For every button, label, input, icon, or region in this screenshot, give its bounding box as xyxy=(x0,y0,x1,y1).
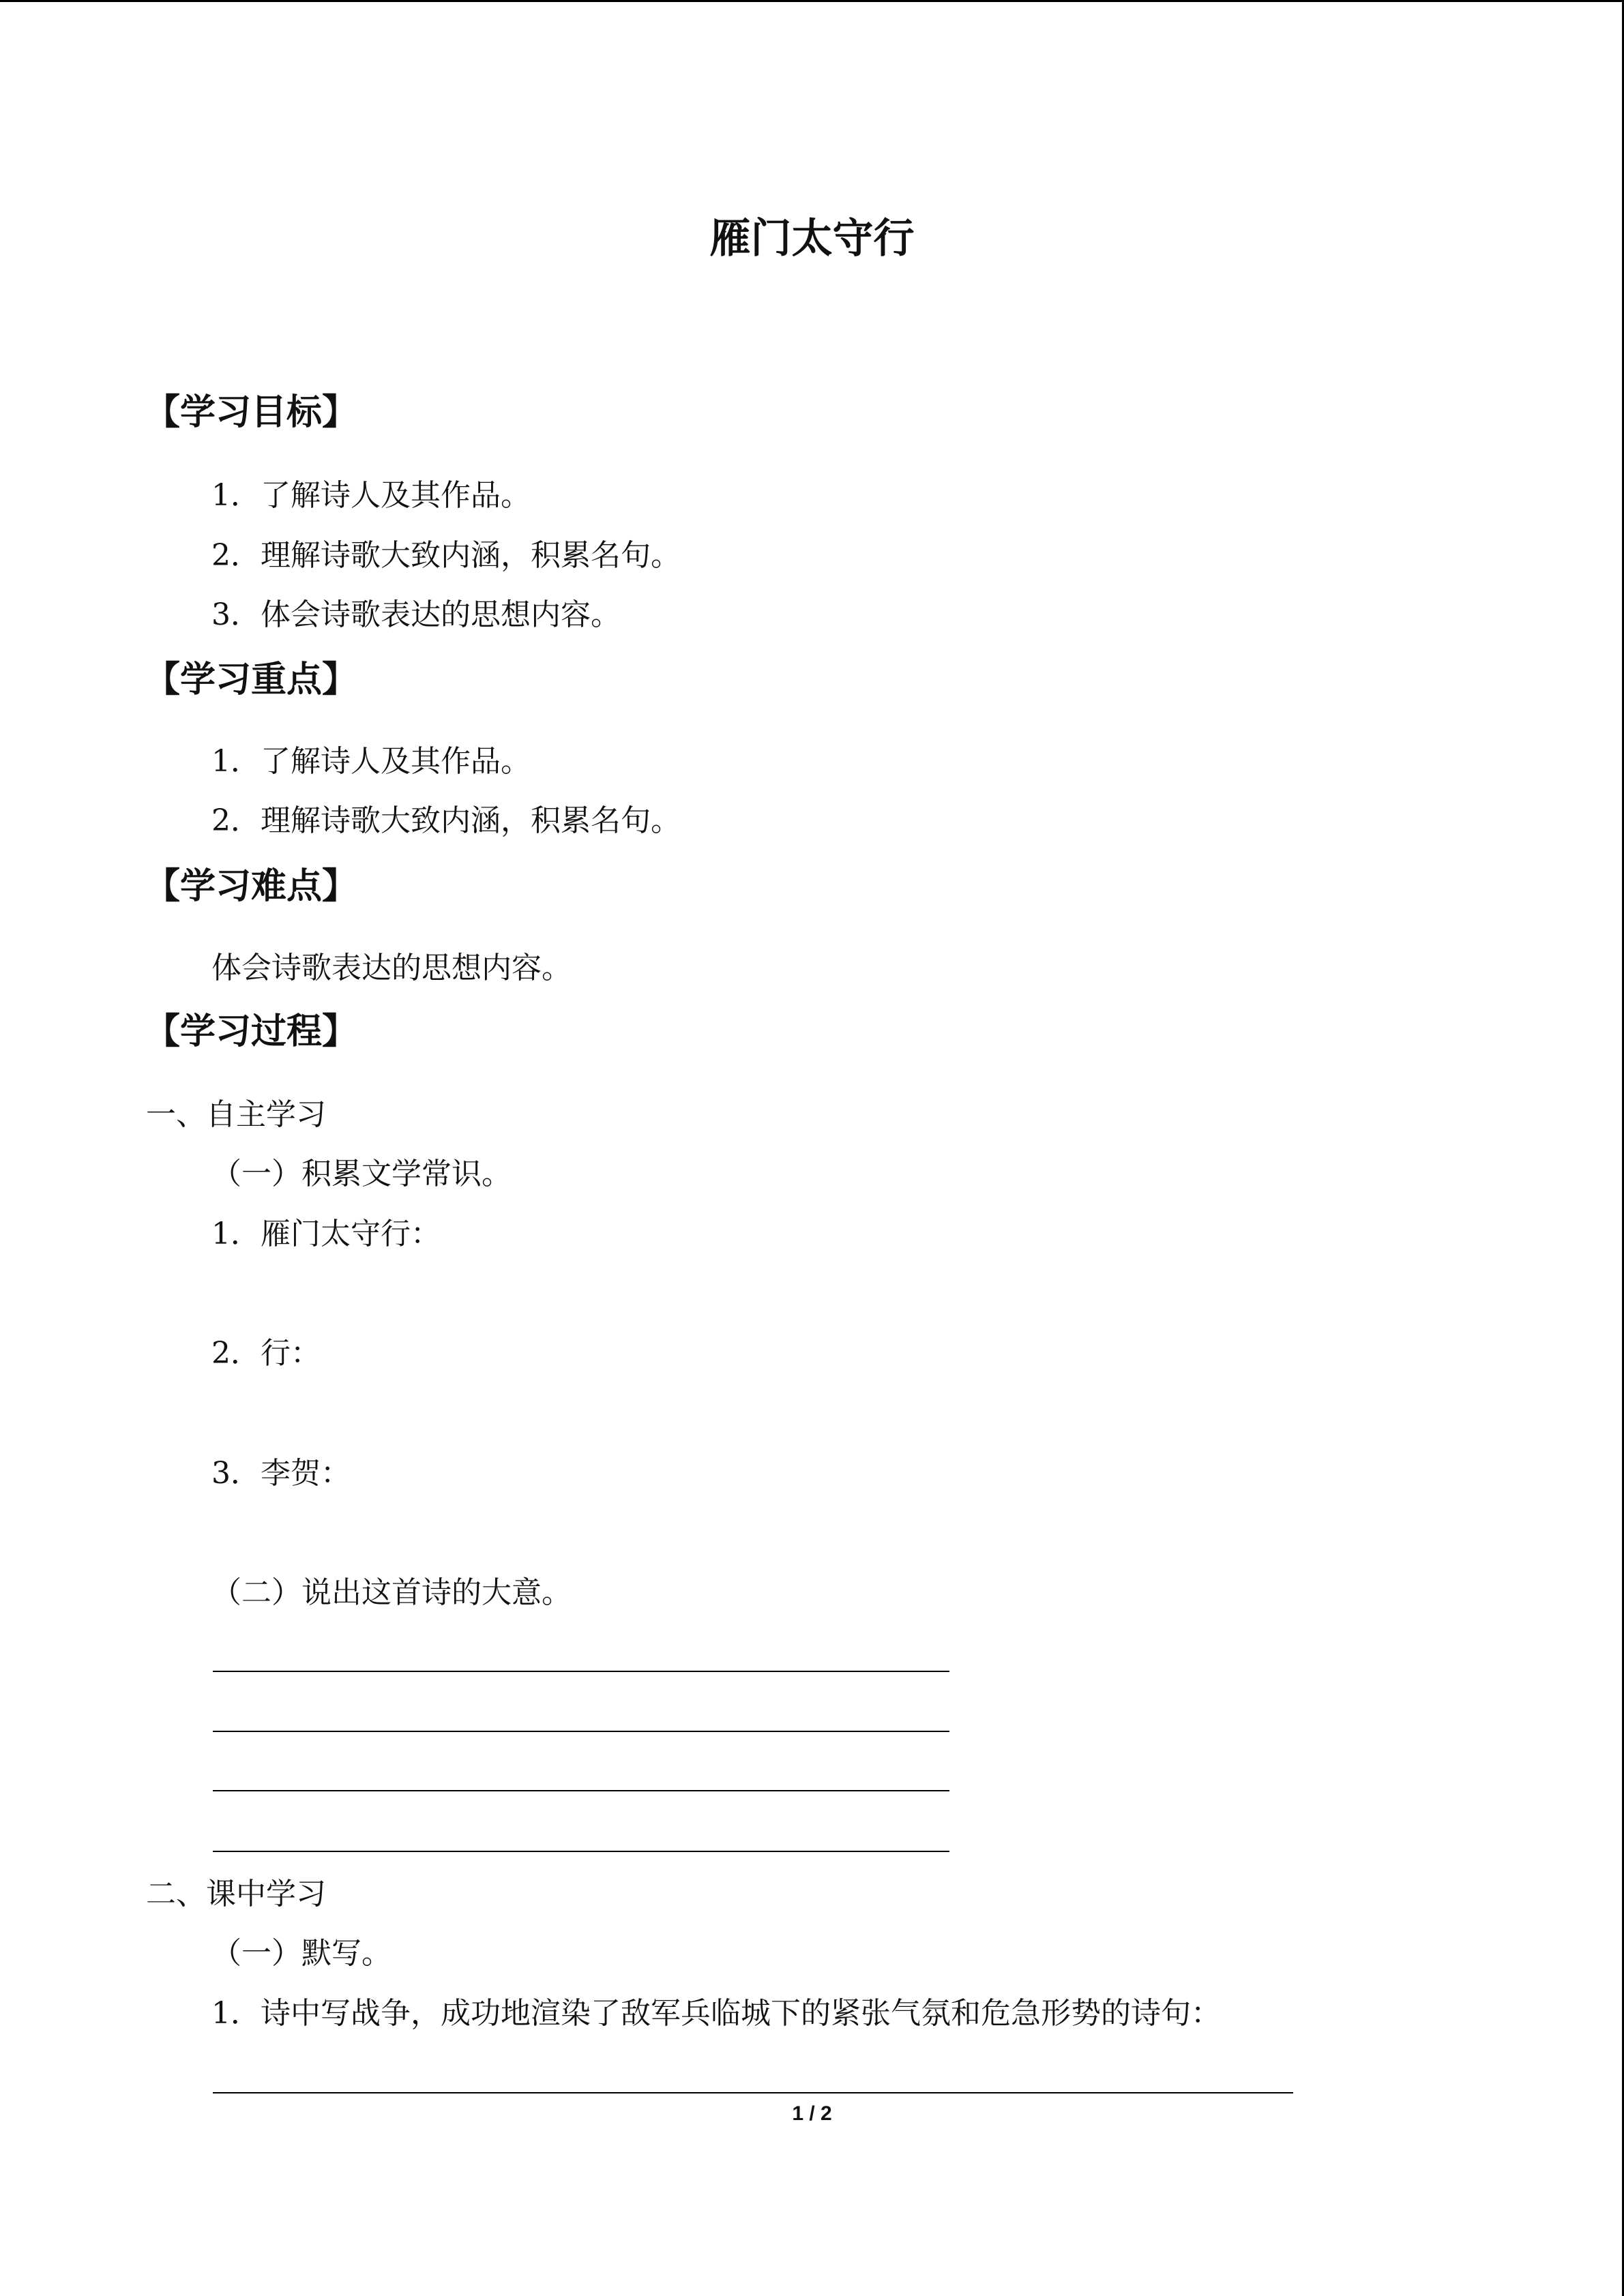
question-item: 1．雁门太守行： xyxy=(211,1217,441,1251)
top-border xyxy=(0,0,1624,2)
section-title-in-class: 二、课中学习 xyxy=(146,1877,326,1911)
answer-line xyxy=(213,1671,949,1672)
page-title: 雁门太守行 xyxy=(709,215,915,263)
answer-line xyxy=(213,2092,1293,2093)
answer-line xyxy=(213,1790,949,1791)
question-item: 2．行： xyxy=(211,1336,321,1371)
answer-line xyxy=(213,1731,949,1732)
page-number: 1 / 2 xyxy=(792,2102,832,2125)
key-point-item: 2．理解诗歌大致内涵，积累名句。 xyxy=(211,803,681,838)
subsection-dictation: （一）默写。 xyxy=(211,1936,392,1971)
objective-item: 2．理解诗歌大致内涵，积累名句。 xyxy=(211,538,681,573)
process-heading: 【学习过程】 xyxy=(145,1011,358,1052)
key-points-heading: 【学习重点】 xyxy=(145,659,358,700)
question-item: 3．李贺： xyxy=(211,1456,351,1491)
answer-line xyxy=(213,1851,949,1852)
objectives-heading: 【学习目标】 xyxy=(145,392,358,433)
question-item: 1．诗中写战争，成功地渲染了敌军兵临城下的紧张气氛和危急形势的诗句： xyxy=(211,1996,1221,2031)
subsection-literary-knowledge: （一）积累文学常识。 xyxy=(211,1157,512,1191)
objective-item: 1．了解诗人及其作品。 xyxy=(211,478,531,513)
difficulties-heading: 【学习难点】 xyxy=(145,866,358,907)
objective-item: 3．体会诗歌表达的思想内容。 xyxy=(211,597,621,632)
subsection-poem-meaning: （二）说出这首诗的大意。 xyxy=(211,1575,572,1610)
section-title-self-study: 一、自主学习 xyxy=(146,1097,326,1132)
difficulties-text: 体会诗歌表达的思想内容。 xyxy=(211,951,572,985)
key-point-item: 1．了解诗人及其作品。 xyxy=(211,744,531,779)
